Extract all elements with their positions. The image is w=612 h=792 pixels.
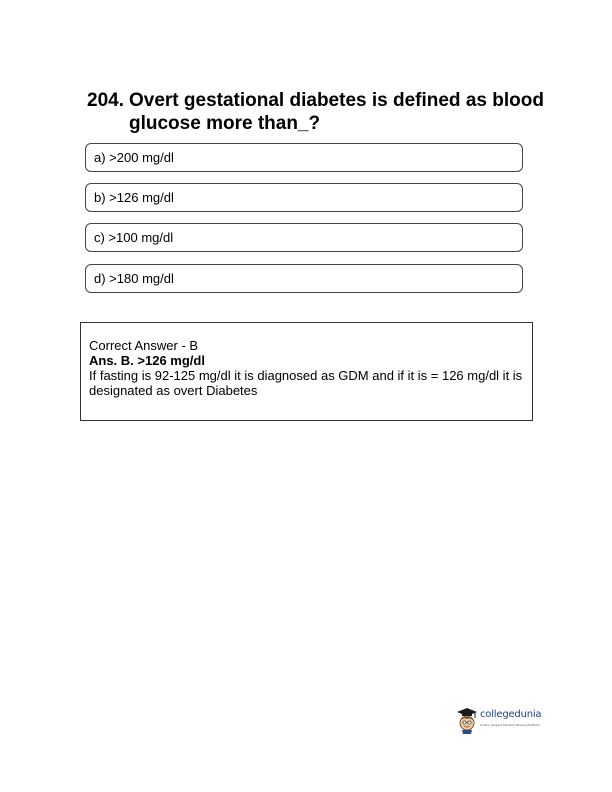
logo-tagline: India's Largest Student Review Platform bbox=[480, 723, 540, 727]
option-a[interactable]: a) >200 mg/dl bbox=[85, 143, 523, 172]
option-b[interactable]: b) >126 mg/dl bbox=[85, 183, 523, 212]
graduate-mascot-icon bbox=[456, 707, 478, 735]
option-c[interactable]: c) >100 mg/dl bbox=[85, 223, 523, 252]
answer-label: Ans. B. >126 mg/dl bbox=[89, 353, 205, 368]
collegedunia-logo bbox=[456, 707, 556, 739]
answer-explanation: If fasting is 92-125 mg/dl it is diagnosed as GDM and if it is = 126 mg/dl it is designated as overt Diabetes bbox=[89, 368, 523, 398]
question-number: 204. bbox=[87, 90, 124, 111]
question-heading bbox=[87, 89, 547, 135]
logo-wordmark: collegedunia bbox=[480, 709, 542, 720]
correct-answer-line: Correct Answer - B bbox=[89, 338, 199, 353]
option-d[interactable]: d) >180 mg/dl bbox=[85, 264, 523, 293]
question-text: Overt gestational diabetes is defined as blood glucose more than_? bbox=[129, 90, 544, 134]
answer-box bbox=[80, 322, 533, 421]
